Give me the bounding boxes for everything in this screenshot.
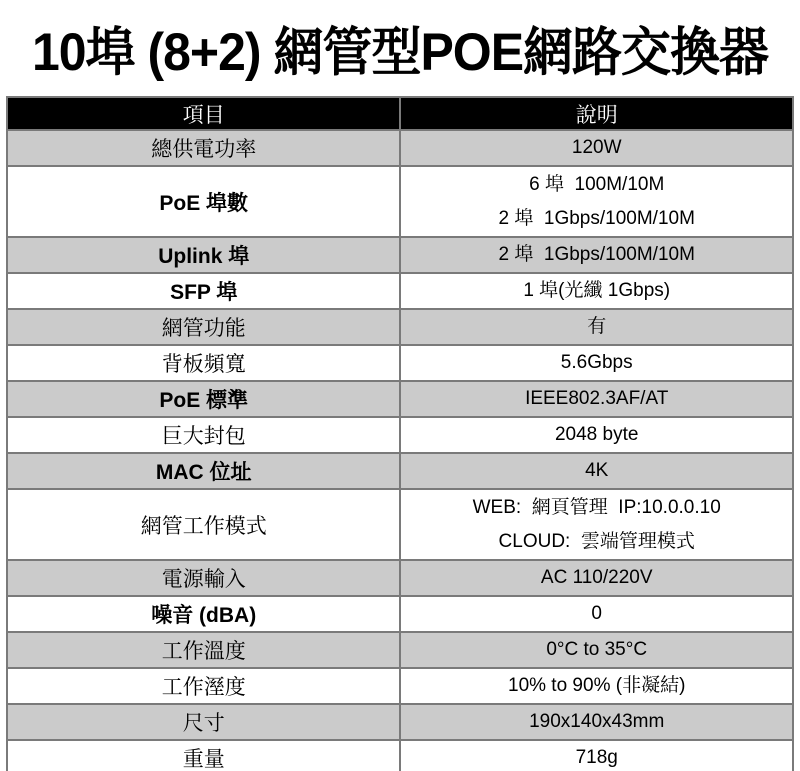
spec-value-line: 有 (587, 316, 607, 337)
table-row (7, 237, 793, 273)
spec-value (400, 345, 793, 381)
spec-value-line: 718g (575, 747, 618, 768)
table-row (7, 417, 793, 453)
spec-table-body (7, 130, 793, 771)
spec-label: 尺寸 (7, 704, 400, 740)
spec-label: PoE 標準 (7, 381, 400, 417)
spec-label: PoE 埠數 (7, 166, 400, 237)
spec-value-line: CLOUD: 雲端管理模式 (498, 530, 695, 552)
spec-value (400, 237, 793, 273)
spec-label: 電源輸入 (7, 560, 400, 596)
spec-value-line: 0 (591, 603, 602, 624)
table-row (7, 309, 793, 345)
table-row (7, 273, 793, 309)
spec-value-line: 2 埠 1Gbps/100M/10M (498, 207, 695, 229)
spec-value-line: 190x140x43mm (529, 711, 665, 732)
spec-value (400, 596, 793, 632)
table-row (7, 560, 793, 596)
spec-value-line: 2048 byte (554, 424, 639, 445)
spec-value-line: 4K (585, 460, 609, 481)
table-row (7, 668, 793, 704)
table-row (7, 166, 793, 237)
spec-value-line: 10% to 90% (非凝結) (508, 675, 686, 696)
table-row (7, 596, 793, 632)
table-row (7, 453, 793, 489)
spec-value (400, 130, 793, 166)
table-row (7, 381, 793, 417)
spec-value-line: 0°C to 35°C (546, 639, 648, 660)
spec-label: 巨大封包 (7, 417, 400, 453)
spec-label: 噪音 (dBA) (7, 596, 400, 632)
spec-value-line: 5.6Gbps (560, 352, 633, 373)
spec-value-line: WEB: 網頁管理 IP:10.0.0.10 (472, 496, 721, 518)
spec-value (400, 309, 793, 345)
spec-value-line: 2 埠 1Gbps/100M/10M (498, 244, 695, 265)
spec-label: 總供電功率 (7, 130, 400, 166)
spec-value (400, 453, 793, 489)
spec-value (400, 704, 793, 740)
spec-value (400, 740, 793, 771)
spec-value-line: 120W (571, 137, 622, 158)
spec-label: 重量 (7, 740, 400, 771)
column-header-description: 說明 (400, 97, 793, 130)
spec-label: 背板頻寬 (7, 345, 400, 381)
table-row (7, 489, 793, 560)
table-row (7, 632, 793, 668)
spec-label: 工作溫度 (7, 632, 400, 668)
spec-value (400, 273, 793, 309)
spec-label: 網管工作模式 (7, 489, 400, 560)
page-title: 10埠 (8+2) 網管型POE網路交換器 (31, 22, 769, 82)
spec-value-line: 1 埠(光纖 1Gbps) (523, 280, 671, 301)
spec-value-line: AC 110/220V (540, 567, 653, 588)
spec-table (6, 96, 794, 771)
spec-value (400, 381, 793, 417)
column-header-item: 項目 (7, 97, 400, 130)
spec-label: 工作溼度 (7, 668, 400, 704)
spec-value (400, 417, 793, 453)
spec-value-line: 6 埠 100M/10M (529, 173, 665, 195)
table-row (7, 130, 793, 166)
table-row (7, 345, 793, 381)
spec-label: MAC 位址 (7, 453, 400, 489)
spec-value (400, 489, 793, 560)
table-row (7, 740, 793, 771)
table-row (7, 704, 793, 740)
spec-label: SFP 埠 (7, 273, 400, 309)
header-row (7, 97, 793, 130)
spec-label: 網管功能 (7, 309, 400, 345)
spec-label: Uplink 埠 (7, 237, 400, 273)
spec-value (400, 668, 793, 704)
spec-value (400, 560, 793, 596)
spec-value-line: IEEE802.3AF/AT (525, 388, 669, 409)
spec-value (400, 632, 793, 668)
spec-value (400, 166, 793, 237)
